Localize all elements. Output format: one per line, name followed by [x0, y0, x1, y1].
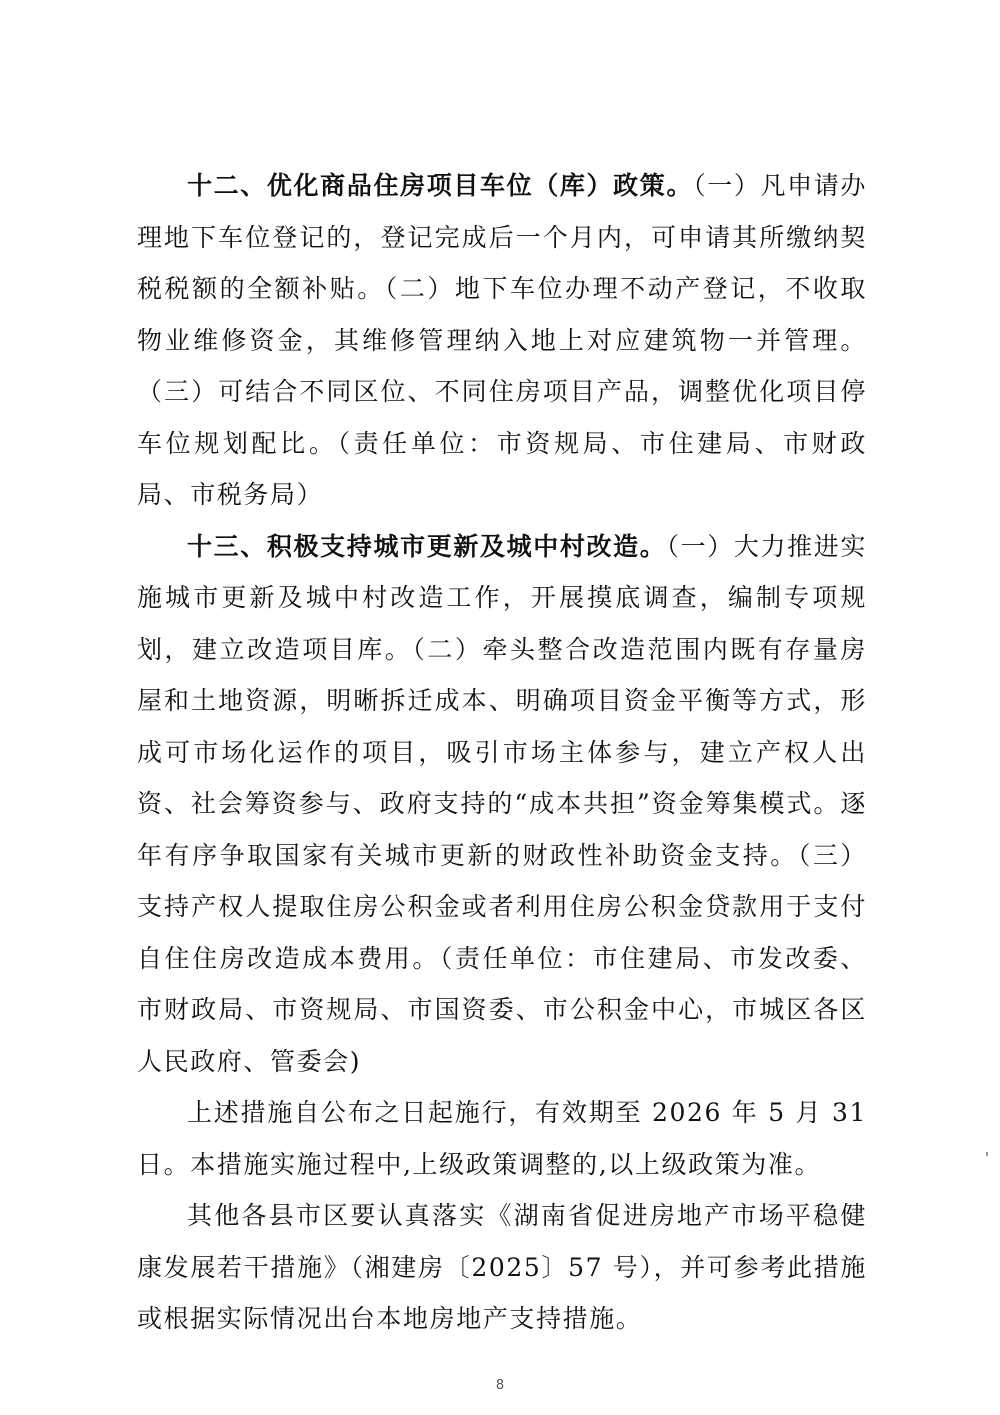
paragraph-effective-period-body: 上述措施自公布之日起施行，有效期至 2026 年 5 月 31 日。本措施实施过程中,上级政策调整的,以上级政策为准。 [137, 1098, 867, 1179]
paragraph-other-counties-body: 其他各县市区要认真落实《湖南省促进房地产市场平稳健康发展若干措施》（湘建房〔2025〕57 号），并可参考此措施或根据实际情况出台本地房地产支持措施。 [137, 1201, 867, 1333]
paragraph-thirteen-heading: 十三、积极支持城市更新及城中村改造。 [187, 531, 667, 561]
paragraph-twelve-body: （一）凡申请办理地下车位登记的，登记完成后一个月内，可申请其所缴纳契税税额的全额补贴。（二）地下车位办理不动产登记，不收取物业维修资金，其维修管理纳入地上对应建筑物一并管理。（三）可结合不同区位、不同住房项目产品，调整优化项目停车位规划配比。（责任单位：市资规局、市住建局、市财政局、市税务局） [137, 171, 868, 509]
document-body [137, 160, 867, 1345]
scan-speck [986, 1152, 988, 1156]
paragraph-twelve [137, 160, 867, 521]
paragraph-twelve-heading: 十二、优化商品住房项目车位（库）政策。 [187, 171, 694, 200]
paragraph-effective-period [137, 1087, 867, 1190]
paragraph-other-counties [137, 1190, 867, 1345]
page-number: 8 [495, 1378, 505, 1393]
paragraph-thirteen [137, 521, 867, 1088]
paragraph-thirteen-body: （一）大力推进实施城市更新及城中村改造工作，开展摸底调查，编制专项规划，建立改造项目库。（二）牵头整合改造范围内既有存量房屋和土地资源，明晰拆迁成本、明确项目资金平衡等方式，形成可市场化运作的项目，吸引市场主体参与，建立产权人出资、社会筹资参与、政府支持的“成本共担”资金筹集模式。逐年有序争取国家有关城市更新的财政性补助资金支持。（三）支持产权人提取住房公积金或者利用住房公积金贷款用于支付自住住房改造成本费用。（责任单位：市住建局、市发改委、市财政局、市资规局、市国资委、市公积金中心，市城区各区人民政府、管委会) [137, 531, 867, 1076]
